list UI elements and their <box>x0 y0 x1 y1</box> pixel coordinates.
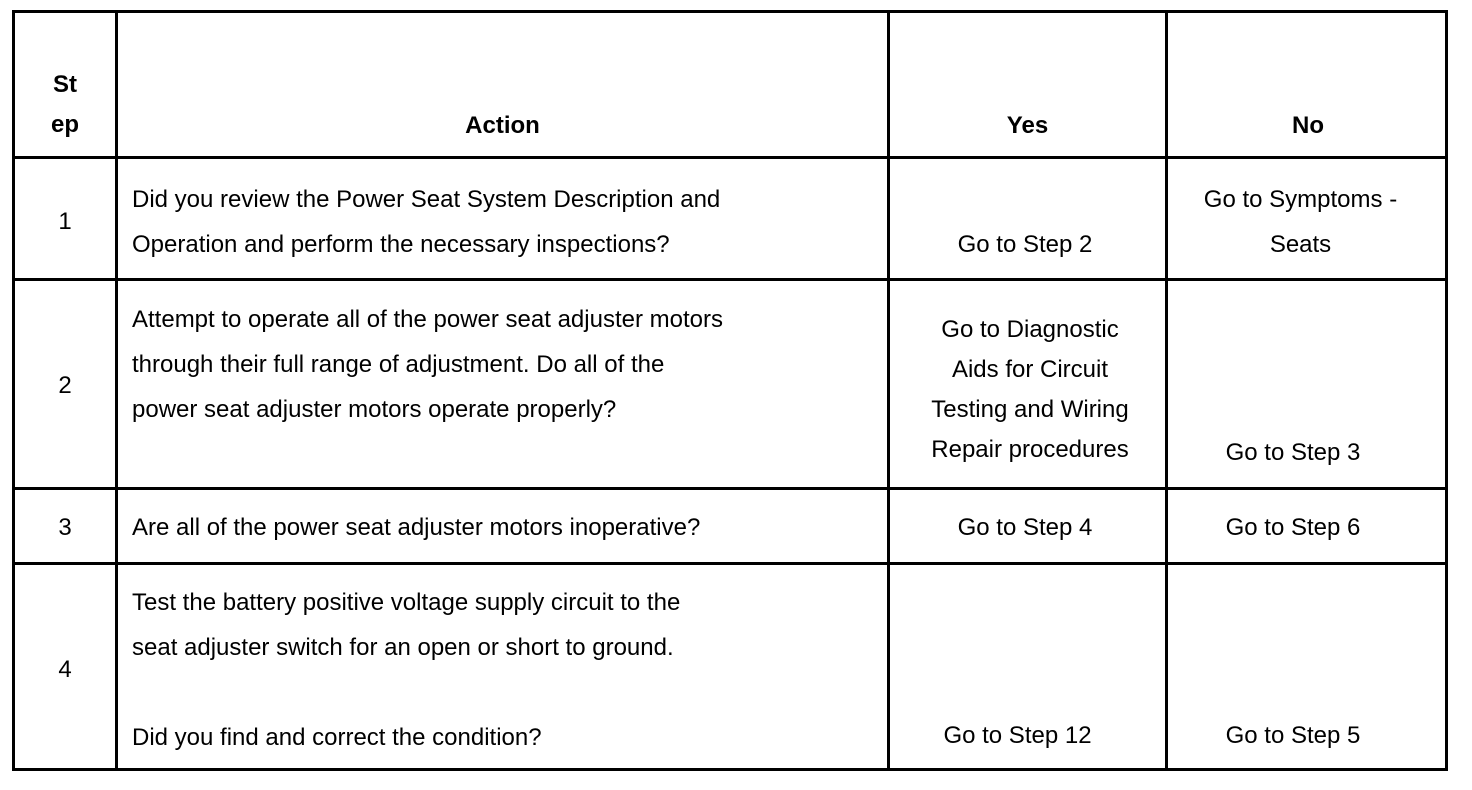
yes-line: Go to Diagnostic <box>941 316 1119 343</box>
action-line: Attempt to operate all of the power seat adjuster motors <box>132 306 723 333</box>
no-text <box>1168 713 1418 758</box>
row-divider <box>15 278 1445 281</box>
step-number: 2 <box>58 372 72 399</box>
step-number: 1 <box>58 208 72 235</box>
yes-line: Repair procedures <box>931 436 1129 463</box>
yes-text <box>890 505 1160 550</box>
no-text <box>1168 505 1418 550</box>
header-step-line: ep <box>50 111 79 138</box>
header-yes: Yes <box>1006 112 1049 139</box>
no-line: Go to Symptoms - <box>1203 186 1398 213</box>
yes-line: Aids for Circuit <box>951 356 1109 383</box>
yes-line: Go to Step 2 <box>957 231 1093 258</box>
action-text <box>132 297 723 432</box>
no-line: Go to Step 6 <box>1225 514 1361 541</box>
header-no: No <box>1292 112 1324 139</box>
no-line: Seats <box>1269 231 1332 258</box>
yes-text <box>890 222 1160 267</box>
step-number: 4 <box>58 656 72 683</box>
action-text <box>132 505 700 550</box>
yes-line: Go to Step 4 <box>957 514 1093 541</box>
header-action: Action <box>465 112 540 139</box>
no-line: Go to Step 5 <box>1225 722 1361 749</box>
yes-text <box>890 310 1170 470</box>
diagnostic-table <box>12 10 1448 771</box>
row-divider <box>15 562 1445 565</box>
action-line: Did you review the Power Seat System Description and <box>132 186 721 213</box>
action-text <box>132 580 680 670</box>
row-divider <box>15 156 1445 159</box>
action-line: Test the battery positive voltage supply circuit to the <box>132 589 681 616</box>
row-divider <box>15 487 1445 490</box>
action-line: seat adjuster switch for an open or short to ground. <box>132 634 674 661</box>
no-line: Go to Step 3 <box>1225 439 1361 466</box>
action-line: power seat adjuster motors operate properly? <box>132 396 617 423</box>
no-text <box>1168 177 1433 267</box>
action-line: Operation and perform the necessary inspections? <box>132 231 670 258</box>
action-text <box>132 715 542 760</box>
yes-line: Testing and Wiring <box>931 396 1129 423</box>
header-step-line: St <box>53 71 77 98</box>
action-text <box>132 177 720 267</box>
yes-text <box>890 713 1145 758</box>
header-step <box>15 65 115 145</box>
no-text <box>1168 430 1418 475</box>
yes-line: Go to Step 12 <box>943 722 1092 749</box>
action-line: Are all of the power seat adjuster motors inoperative? <box>132 514 701 541</box>
action-line: Did you find and correct the condition? <box>132 724 542 751</box>
action-line: through their full range of adjustment. Do all of the <box>132 351 665 378</box>
step-number: 3 <box>58 514 72 541</box>
